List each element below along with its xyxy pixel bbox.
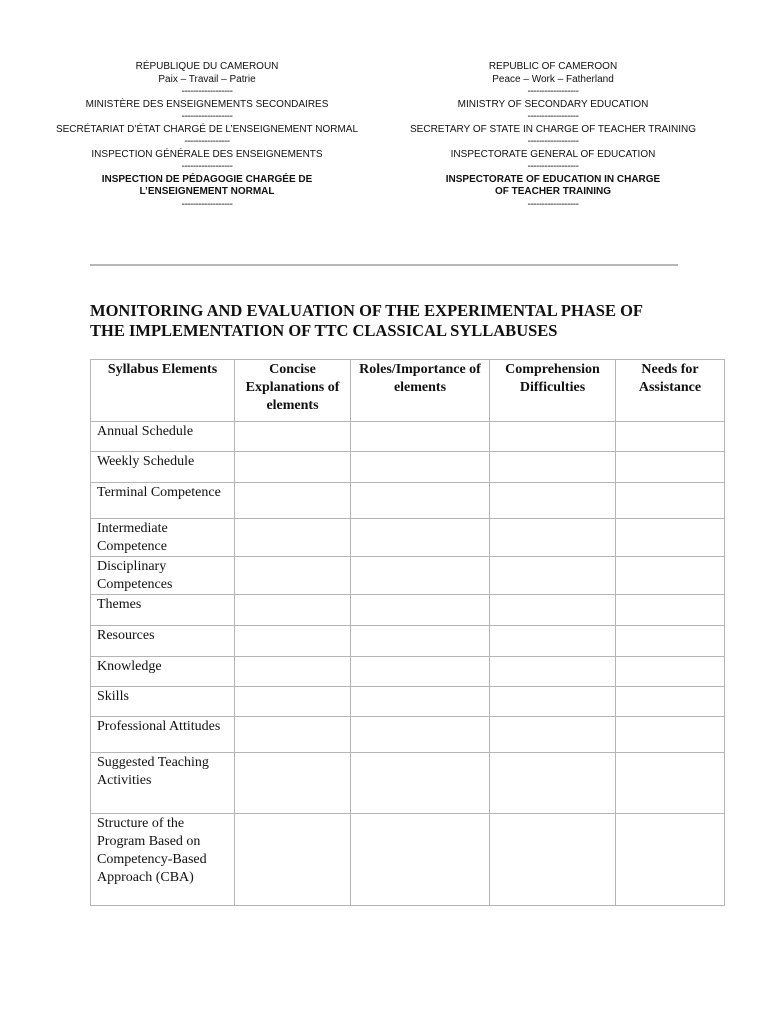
table-row	[91, 814, 725, 906]
column-header: Comprehension Difficulties	[490, 360, 616, 422]
entry-cell[interactable]	[616, 717, 725, 753]
entry-cell[interactable]	[351, 519, 490, 557]
entry-cell[interactable]	[490, 717, 616, 753]
pedagogy-line2-en: OF TEACHER TRAINING	[494, 186, 612, 197]
table-row	[91, 452, 725, 483]
document-title	[90, 301, 710, 341]
row-label: Themes	[91, 595, 235, 626]
table-header-row	[91, 360, 725, 422]
document-title-line2: THE IMPLEMENTATION OF TTC CLASSICAL SYLLABUSES	[90, 321, 558, 340]
separator: ------------------	[181, 161, 233, 172]
table-row	[91, 753, 725, 814]
table-row	[91, 422, 725, 452]
column-header: Roles/Importance of elements	[351, 360, 490, 422]
entry-cell[interactable]	[490, 595, 616, 626]
table-row	[91, 657, 725, 687]
entry-cell[interactable]	[235, 626, 351, 657]
entry-cell[interactable]	[490, 483, 616, 519]
header-right-english	[398, 61, 708, 211]
row-label: Structure of the Program Based on Competency-Based Approach (CBA)	[91, 814, 235, 906]
separator: ----------------	[184, 136, 230, 147]
entry-cell[interactable]	[490, 626, 616, 657]
row-label: Intermediate Competence	[91, 519, 235, 557]
entry-cell[interactable]	[616, 519, 725, 557]
table-row	[91, 483, 725, 519]
separator: ------------------	[527, 86, 579, 97]
entry-cell[interactable]	[616, 657, 725, 687]
row-label: Disciplinary Competences	[91, 557, 235, 595]
entry-cell[interactable]	[616, 452, 725, 483]
table-row	[91, 595, 725, 626]
motto-fr: Paix – Travail – Patrie	[158, 73, 256, 85]
entry-cell[interactable]	[235, 483, 351, 519]
separator: ------------------	[527, 198, 579, 210]
row-label: Terminal Competence	[91, 483, 235, 519]
entry-cell[interactable]	[616, 626, 725, 657]
separator: ------------------	[527, 161, 579, 172]
table-row	[91, 557, 725, 595]
separator: ------------------	[527, 136, 579, 147]
entry-cell[interactable]	[490, 814, 616, 906]
pedagogy-line1-en: INSPECTORATE OF EDUCATION IN CHARGE	[445, 173, 661, 185]
pedagogy-line2-fr: L’ENSEIGNEMENT NORMAL	[139, 186, 275, 197]
separator: ------------------	[527, 111, 579, 122]
evaluation-table	[90, 359, 725, 906]
secretariat-en: SECRETARY OF STATE IN CHARGE OF TEACHER TRAINING	[410, 123, 696, 135]
entry-cell[interactable]	[490, 687, 616, 717]
entry-cell[interactable]	[351, 557, 490, 595]
entry-cell[interactable]	[351, 717, 490, 753]
table-row	[91, 687, 725, 717]
separator: ------------------	[181, 111, 233, 122]
separator: ------------------	[181, 198, 233, 210]
entry-cell[interactable]	[351, 753, 490, 814]
entry-cell[interactable]	[490, 422, 616, 452]
row-label: Resources	[91, 626, 235, 657]
entry-cell[interactable]	[235, 687, 351, 717]
ministry-fr: MINISTÈRE DES ENSEIGNEMENTS SECONDAIRES	[85, 98, 329, 110]
row-label: Knowledge	[91, 657, 235, 687]
entry-cell[interactable]	[235, 452, 351, 483]
entry-cell[interactable]	[235, 519, 351, 557]
entry-cell[interactable]	[351, 814, 490, 906]
document-title-line1: MONITORING AND EVALUATION OF THE EXPERIMENTAL PHASE OF	[90, 301, 643, 320]
country-name-en: REPUBLIC OF CAMEROON	[488, 61, 618, 72]
entry-cell[interactable]	[616, 753, 725, 814]
row-label: Professional Attitudes	[91, 717, 235, 753]
entry-cell[interactable]	[490, 753, 616, 814]
ministry-en: MINISTRY OF SECONDARY EDUCATION	[457, 98, 649, 110]
country-name-fr: RÉPUBLIQUE DU CAMEROUN	[135, 61, 279, 72]
entry-cell[interactable]	[616, 595, 725, 626]
entry-cell[interactable]	[351, 483, 490, 519]
entry-cell[interactable]	[351, 422, 490, 452]
header-left-french	[52, 61, 362, 211]
separator: ------------------	[181, 86, 233, 97]
entry-cell[interactable]	[616, 814, 725, 906]
row-label: Annual Schedule	[91, 422, 235, 452]
column-header: Syllabus Elements	[91, 360, 235, 422]
row-label: Suggested Teaching Activities	[91, 753, 235, 814]
entry-cell[interactable]	[616, 687, 725, 717]
inspection-fr: INSPECTION GÉNÉRALE DES ENSEIGNEMENTS	[91, 148, 323, 160]
row-label: Weekly Schedule	[91, 452, 235, 483]
entry-cell[interactable]	[235, 557, 351, 595]
table-row	[91, 519, 725, 557]
table-row	[91, 717, 725, 753]
entry-cell[interactable]	[235, 657, 351, 687]
entry-cell[interactable]	[351, 452, 490, 483]
row-label: Skills	[91, 687, 235, 717]
table-row	[91, 626, 725, 657]
entry-cell[interactable]	[616, 422, 725, 452]
entry-cell[interactable]	[616, 557, 725, 595]
entry-cell[interactable]	[235, 717, 351, 753]
motto-en: Peace – Work – Fatherland	[492, 73, 614, 85]
inspection-en: INSPECTORATE GENERAL OF EDUCATION	[450, 148, 656, 160]
entry-cell[interactable]	[235, 753, 351, 814]
entry-cell[interactable]	[235, 422, 351, 452]
horizontal-divider	[90, 264, 678, 266]
secretariat-fr: SECRÉTARIAT D’ÉTAT CHARGÉ DE L’ENSEIGNEMENT NORMAL	[55, 123, 359, 135]
entry-cell[interactable]	[351, 595, 490, 626]
entry-cell[interactable]	[616, 483, 725, 519]
entry-cell[interactable]	[490, 452, 616, 483]
pedagogy-line1-fr: INSPECTION DE PÉDAGOGIE CHARGÉE DE	[101, 173, 313, 185]
entry-cell[interactable]	[235, 595, 351, 626]
entry-cell[interactable]	[351, 687, 490, 717]
column-header: Needs for Assistance	[616, 360, 725, 422]
entry-cell[interactable]	[351, 657, 490, 687]
entry-cell[interactable]	[490, 519, 616, 557]
entry-cell[interactable]	[490, 557, 616, 595]
entry-cell[interactable]	[351, 626, 490, 657]
entry-cell[interactable]	[235, 814, 351, 906]
entry-cell[interactable]	[490, 657, 616, 687]
column-header: Concise Explanations of elements	[235, 360, 351, 422]
